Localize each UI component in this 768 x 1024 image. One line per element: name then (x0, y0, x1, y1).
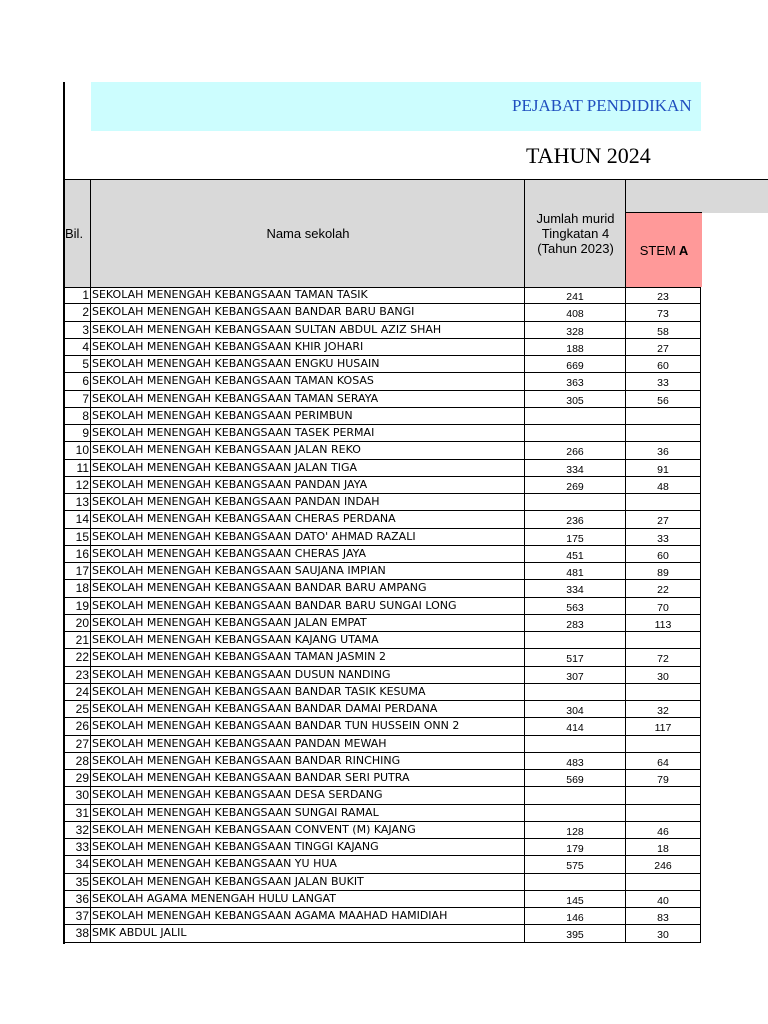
table-row (65, 563, 701, 580)
cell-jumlah-murid[interactable]: 269 (524, 477, 625, 493)
cell-stem-a[interactable]: 64 (625, 753, 701, 769)
cell-stem-a[interactable]: 56 (625, 391, 701, 407)
cell-jumlah-murid[interactable]: 408 (524, 304, 625, 320)
cell-jumlah-murid[interactable]: 328 (524, 322, 625, 338)
cell-nama-sekolah[interactable]: SEKOLAH MENENGAH KEBANGSAAN PANDAN JAYA (90, 477, 524, 493)
table-row (65, 391, 701, 408)
cell-stem-a[interactable]: 40 (625, 891, 701, 907)
cell-stem-a[interactable]: 32 (625, 701, 701, 717)
cell-jumlah-murid[interactable]: 241 (524, 287, 625, 303)
cell-nama-sekolah[interactable]: SEKOLAH MENENGAH KEBANGSAAN BANDAR BARU AMPANG (90, 580, 524, 596)
cell-nama-sekolah[interactable]: SEKOLAH MENENGAH KEBANGSAAN CHERAS PERDANA (90, 511, 524, 527)
cell-stem-a[interactable]: 113 (625, 615, 701, 631)
cell-stem-a[interactable]: 73 (625, 304, 701, 320)
table-row (65, 408, 701, 425)
table-row (65, 546, 701, 563)
cell-jumlah-murid[interactable] (524, 736, 625, 752)
table-row (65, 615, 701, 632)
cell-bil[interactable]: 37 (75, 909, 89, 923)
cell-bil[interactable]: 10 (75, 443, 89, 458)
table-row (65, 322, 701, 339)
table-row (65, 908, 701, 925)
cell-nama-sekolah[interactable]: SEKOLAH MENENGAH KEBANGSAAN SUNGAI RAMAL (90, 805, 524, 821)
table-row (65, 529, 701, 546)
cell-stem-a[interactable]: 89 (625, 563, 701, 579)
cell-stem-a[interactable]: 70 (625, 598, 701, 614)
header-stem-a (625, 212, 702, 287)
cell-bil[interactable]: 27 (75, 736, 89, 751)
cell-nama-sekolah[interactable]: SEKOLAH MENENGAH KEBANGSAAN CHERAS JAYA (90, 546, 524, 562)
cell-jumlah-murid[interactable]: 569 (524, 770, 625, 786)
cell-bil[interactable]: 1 (82, 288, 89, 302)
cell-stem-a[interactable]: 83 (625, 908, 701, 924)
table-row (65, 649, 701, 666)
cell-jumlah-murid[interactable]: 145 (524, 891, 625, 907)
banner-title: PEJABAT PENDIDIKAN (512, 96, 692, 115)
table-row (65, 494, 701, 511)
table-row (65, 598, 701, 615)
cell-stem-a[interactable]: 22 (625, 580, 701, 596)
cell-jumlah-murid[interactable]: 481 (524, 563, 625, 579)
cell-stem-a[interactable] (625, 408, 701, 424)
cell-jumlah-murid[interactable]: 517 (524, 649, 625, 665)
header-jumlah-murid: Jumlah murid Tingkatan 4 (Tahun 2023) (524, 180, 626, 287)
cell-stem-a[interactable] (625, 494, 701, 510)
header-stem-category: A (678, 242, 689, 258)
table-row (65, 460, 701, 477)
table-row (65, 701, 701, 718)
cell-nama-sekolah[interactable]: SEKOLAH MENENGAH KEBANGSAAN BANDAR DAMAI PERDANA (90, 701, 524, 717)
cell-nama-sekolah[interactable]: SEKOLAH MENENGAH KEBANGSAAN JALAN TIGA (90, 460, 524, 476)
cell-bil[interactable]: 3 (82, 322, 89, 337)
cell-bil[interactable]: 35 (75, 874, 89, 889)
cell-jumlah-murid[interactable]: 128 (524, 822, 625, 838)
cell-nama-sekolah[interactable]: SEKOLAH MENENGAH KEBANGSAAN PANDAN MEWAH (90, 736, 524, 752)
header-nama-sekolah: Nama sekolah (90, 180, 525, 287)
cell-nama-sekolah[interactable]: SEKOLAH MENENGAH KEBANGSAAN DESA SERDANG (90, 787, 524, 803)
cell-nama-sekolah[interactable]: SEKOLAH MENENGAH KEBANGSAAN YU HUA (90, 856, 524, 872)
cell-jumlah-murid[interactable]: 304 (524, 701, 625, 717)
cell-nama-sekolah[interactable]: SEKOLAH MENENGAH KEBANGSAAN PANDAN INDAH (90, 494, 524, 510)
cell-jumlah-murid[interactable]: 175 (524, 529, 625, 545)
table-row (65, 442, 701, 459)
cell-jumlah-murid[interactable]: 334 (524, 580, 625, 596)
cell-nama-sekolah[interactable]: SEKOLAH MENENGAH KEBANGSAAN JALAN EMPAT (90, 615, 524, 631)
cell-stem-a[interactable]: 23 (625, 287, 701, 303)
cell-nama-sekolah[interactable]: SEKOLAH MENENGAH KEBANGSAAN ENGKU HUSAIN (90, 356, 524, 372)
cell-stem-a[interactable]: 27 (625, 511, 701, 527)
table-row (65, 925, 701, 942)
cell-stem-a[interactable]: 246 (625, 856, 701, 872)
cell-bil[interactable]: 28 (75, 753, 89, 768)
cell-bil[interactable]: 36 (75, 891, 89, 906)
table-row (65, 770, 701, 787)
cell-bil[interactable]: 31 (75, 805, 89, 820)
cell-nama-sekolah[interactable]: SEKOLAH MENENGAH KEBANGSAAN TINGGI KAJANG (90, 839, 524, 855)
table-row (65, 736, 701, 753)
table-row (65, 425, 701, 442)
cell-jumlah-murid[interactable] (524, 494, 625, 510)
cell-jumlah-murid[interactable]: 236 (524, 511, 625, 527)
cell-nama-sekolah[interactable]: SEKOLAH AGAMA MENENGAH HULU LANGAT (90, 891, 524, 907)
table-row (65, 477, 701, 494)
cell-nama-sekolah[interactable]: SEKOLAH MENENGAH KEBANGSAAN JALAN BUKIT (90, 874, 524, 890)
table-row (65, 822, 701, 839)
cell-bil[interactable]: 16 (75, 546, 89, 561)
cell-stem-a[interactable]: 33 (625, 529, 701, 545)
table-row (65, 667, 701, 684)
table-row (65, 511, 701, 528)
cell-bil[interactable]: 14 (75, 512, 89, 527)
header-bil: Bil. (65, 226, 84, 241)
cell-bil[interactable]: 20 (75, 615, 89, 630)
table-row (65, 356, 701, 373)
table-row (65, 373, 701, 390)
table-row (65, 287, 701, 304)
cell-nama-sekolah[interactable]: SEKOLAH MENENGAH KEBANGSAAN TAMAN TASIK (90, 287, 524, 303)
cell-nama-sekolah[interactable]: SEKOLAH MENENGAH KEBANGSAAN TASEK PERMAI (90, 425, 524, 441)
cell-nama-sekolah[interactable]: SEKOLAH MENENGAH KEBANGSAAN PERIMBUN (90, 408, 524, 424)
cell-bil[interactable]: 23 (75, 667, 89, 682)
cell-bil[interactable]: 6 (82, 374, 89, 389)
cell-stem-a[interactable]: 18 (625, 839, 701, 855)
cell-bil[interactable]: 25 (75, 702, 89, 716)
cell-nama-sekolah[interactable]: SEKOLAH MENENGAH KEBANGSAAN BANDAR RINCHING (90, 753, 524, 769)
table-row (65, 891, 701, 908)
table-row (65, 839, 701, 856)
cell-nama-sekolah[interactable]: SEKOLAH MENENGAH KEBANGSAAN TAMAN JASMIN 2 (90, 649, 524, 665)
table-row (65, 632, 701, 649)
cell-jumlah-murid[interactable] (524, 408, 625, 424)
cell-stem-a[interactable] (625, 632, 701, 648)
cell-jumlah-murid[interactable] (524, 632, 625, 648)
header-stem-label: STEM (639, 242, 676, 258)
cell-bil[interactable]: 38 (75, 926, 89, 941)
cell-bil[interactable]: 26 (75, 719, 89, 734)
cell-jumlah-murid[interactable]: 363 (524, 373, 625, 389)
cell-bil[interactable]: 32 (75, 822, 89, 837)
cell-jumlah-murid[interactable]: 307 (524, 667, 625, 683)
cell-bil[interactable]: 30 (75, 788, 89, 803)
cell-bil[interactable]: 5 (82, 357, 89, 371)
cell-stem-a[interactable] (625, 425, 701, 441)
cell-jumlah-murid[interactable]: 283 (524, 615, 625, 631)
cell-nama-sekolah[interactable]: SMK ABDUL JALIL (90, 925, 524, 941)
cell-stem-a[interactable]: 33 (625, 373, 701, 389)
cell-jumlah-murid[interactable]: 179 (524, 839, 625, 855)
cell-nama-sekolah[interactable]: SEKOLAH MENENGAH KEBANGSAAN BANDAR TASIK KESUMA (90, 684, 524, 700)
cell-nama-sekolah[interactable]: SEKOLAH MENENGAH KEBANGSAAN TAMAN KOSAS (90, 373, 524, 389)
cell-stem-a[interactable]: 58 (625, 322, 701, 338)
cell-nama-sekolah[interactable]: SEKOLAH MENENGAH KEBANGSAAN BANDAR SERI PUTRA (90, 770, 524, 786)
cell-jumlah-murid[interactable] (524, 684, 625, 700)
cell-jumlah-murid[interactable]: 451 (524, 546, 625, 562)
cell-nama-sekolah[interactable]: SEKOLAH MENENGAH KEBANGSAAN SULTAN ABDUL AZIZ SHAH (90, 322, 524, 338)
cell-jumlah-murid[interactable] (524, 805, 625, 821)
cell-jumlah-murid[interactable]: 266 (524, 442, 625, 458)
cell-jumlah-murid[interactable]: 563 (524, 598, 625, 614)
cell-jumlah-murid[interactable]: 483 (524, 753, 625, 769)
cell-bil[interactable]: 34 (75, 857, 89, 872)
cell-bil[interactable]: 33 (75, 840, 89, 854)
cell-stem-a[interactable]: 48 (625, 477, 701, 493)
cell-bil[interactable]: 21 (75, 633, 89, 647)
cell-stem-a[interactable]: 117 (625, 718, 701, 734)
cell-nama-sekolah[interactable]: SEKOLAH MENENGAH KEBANGSAAN SAUJANA IMPIAN (90, 563, 524, 579)
header-stem-group (625, 179, 768, 213)
cell-bil[interactable]: 7 (82, 391, 89, 406)
table-row (65, 304, 701, 321)
cell-bil[interactable]: 24 (75, 684, 89, 699)
table-row (65, 718, 701, 735)
cell-nama-sekolah[interactable]: SEKOLAH MENENGAH KEBANGSAAN BANDAR BARU BANGI (90, 304, 524, 320)
cell-stem-a[interactable]: 60 (625, 546, 701, 562)
school-table (65, 287, 701, 943)
cell-nama-sekolah[interactable]: SEKOLAH MENENGAH KEBANGSAAN KAJANG UTAMA (90, 632, 524, 648)
cell-stem-a[interactable] (625, 736, 701, 752)
cell-bil[interactable]: 19 (75, 598, 89, 613)
cell-jumlah-murid[interactable]: 188 (524, 339, 625, 355)
cell-bil[interactable]: 22 (75, 650, 89, 665)
cell-jumlah-murid[interactable] (524, 425, 625, 441)
cell-nama-sekolah[interactable]: SEKOLAH MENENGAH KEBANGSAAN CONVENT (M) KAJANG (90, 822, 524, 838)
cell-jumlah-murid[interactable]: 146 (524, 908, 625, 924)
cell-nama-sekolah[interactable]: SEKOLAH MENENGAH KEBANGSAAN DUSUN NANDING (90, 667, 524, 683)
cell-jumlah-murid[interactable]: 305 (524, 391, 625, 407)
cell-nama-sekolah[interactable]: SEKOLAH MENENGAH KEBANGSAAN KHIR JOHARI (90, 339, 524, 355)
cell-stem-a[interactable] (625, 805, 701, 821)
table-row (65, 856, 701, 873)
table-row (65, 339, 701, 356)
cell-nama-sekolah[interactable]: SEKOLAH MENENGAH KEBANGSAAN JALAN REKO (90, 442, 524, 458)
cell-stem-a[interactable]: 30 (625, 667, 701, 683)
cell-bil[interactable]: 15 (75, 529, 89, 544)
cell-jumlah-murid[interactable]: 334 (524, 460, 625, 476)
table-header (65, 179, 701, 288)
cell-stem-a[interactable]: 60 (625, 356, 701, 372)
cell-stem-a[interactable] (625, 684, 701, 700)
cell-bil[interactable]: 4 (82, 339, 89, 354)
table-row (65, 684, 701, 701)
table-row (65, 753, 701, 770)
cell-stem-a[interactable] (625, 787, 701, 803)
cell-bil[interactable]: 8 (82, 408, 89, 423)
cell-stem-a[interactable] (625, 874, 701, 890)
table-row (65, 787, 701, 804)
cell-bil[interactable]: 13 (75, 495, 89, 509)
cell-jumlah-murid[interactable]: 575 (524, 856, 625, 872)
table-row (65, 580, 701, 597)
cell-stem-a[interactable]: 72 (625, 649, 701, 665)
cell-stem-a[interactable]: 36 (625, 442, 701, 458)
table-row (65, 805, 701, 822)
cell-jumlah-murid[interactable]: 414 (524, 718, 625, 734)
cell-bil[interactable]: 9 (82, 426, 89, 440)
cell-bil[interactable]: 11 (76, 460, 89, 475)
cell-nama-sekolah[interactable]: SEKOLAH MENENGAH KEBANGSAAN AGAMA MAAHAD HAMIDIAH (90, 908, 524, 924)
cell-stem-a[interactable]: 46 (625, 822, 701, 838)
cell-jumlah-murid[interactable]: 395 (524, 925, 625, 941)
cell-jumlah-murid[interactable] (524, 874, 625, 890)
cell-bil[interactable]: 17 (75, 564, 89, 578)
cell-nama-sekolah[interactable]: SEKOLAH MENENGAH KEBANGSAAN BANDAR BARU SUNGAI LONG (90, 598, 524, 614)
cell-stem-a[interactable]: 79 (625, 770, 701, 786)
cell-bil[interactable]: 12 (75, 477, 89, 492)
cell-bil[interactable]: 2 (82, 305, 89, 320)
cell-bil[interactable]: 18 (75, 581, 89, 596)
year-title: TAHUN 2024 (526, 143, 651, 168)
cell-bil[interactable]: 29 (75, 771, 89, 785)
cell-stem-a[interactable]: 91 (625, 460, 701, 476)
cell-nama-sekolah[interactable]: SEKOLAH MENENGAH KEBANGSAAN TAMAN SERAYA (90, 391, 524, 407)
table-row (65, 874, 701, 891)
cell-jumlah-murid[interactable] (524, 787, 625, 803)
cell-nama-sekolah[interactable]: SEKOLAH MENENGAH KEBANGSAAN DATO' AHMAD RAZALI (90, 529, 524, 545)
cell-nama-sekolah[interactable]: SEKOLAH MENENGAH KEBANGSAAN BANDAR TUN HUSSEIN ONN 2 (90, 718, 524, 734)
cell-stem-a[interactable]: 27 (625, 339, 701, 355)
cell-stem-a[interactable]: 30 (625, 925, 701, 941)
cell-jumlah-murid[interactable]: 669 (524, 356, 625, 372)
